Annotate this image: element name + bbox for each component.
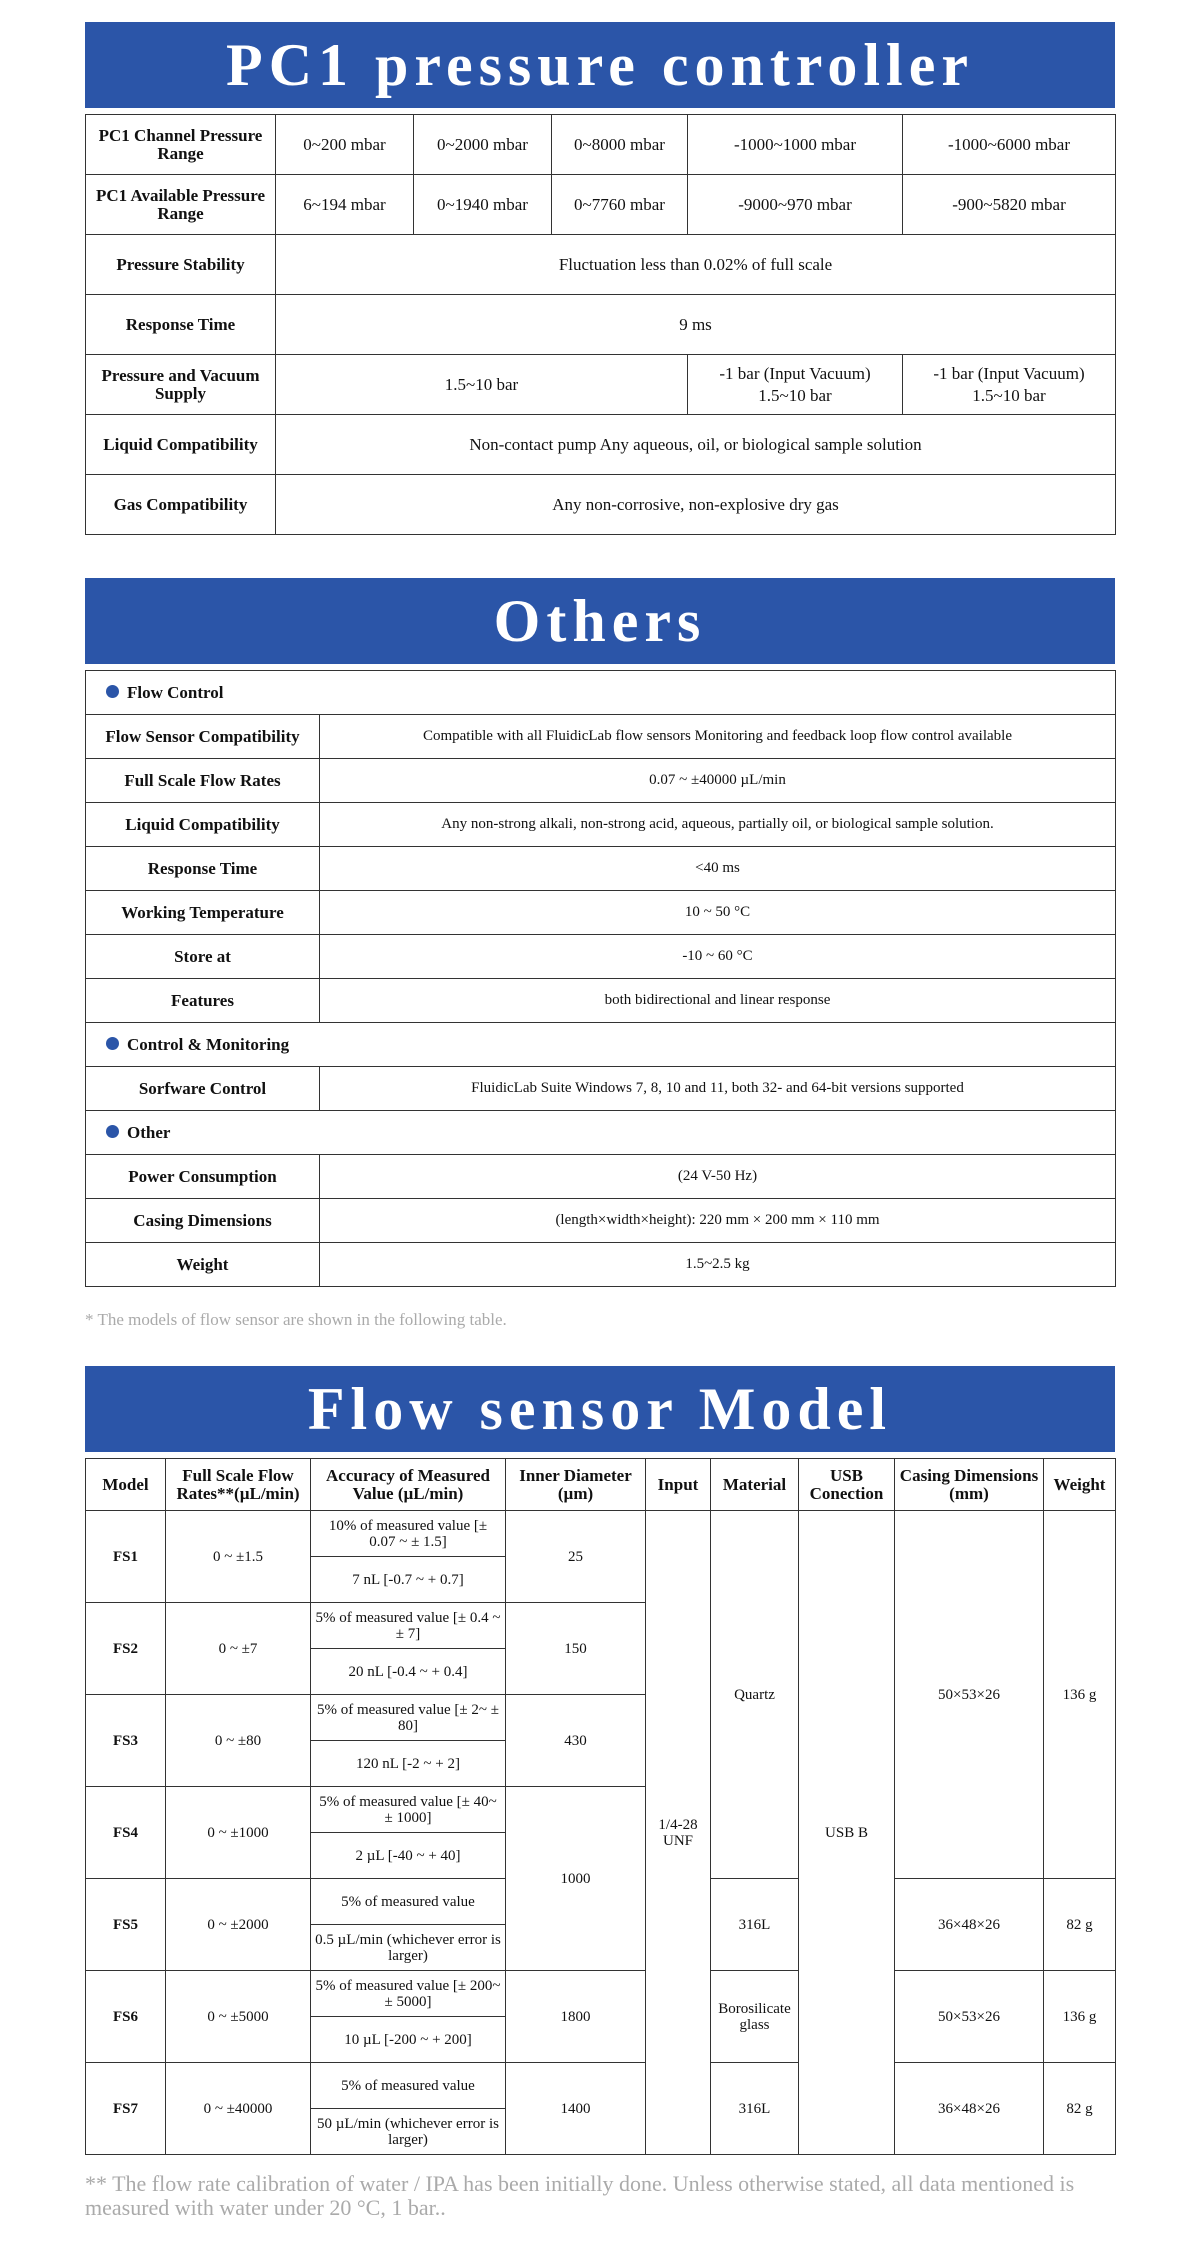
table-cell: Any non-strong alkali, non-strong acid, aqueous, partially oil, or biological sample solution. <box>320 803 1116 847</box>
model-cell: FS1 <box>86 1511 166 1603</box>
footnote: ** The flow rate calibration of water / IPA has been initially done. Unless otherwise stated, all data mentioned is measured with water under 20 °C, 1 bar.. <box>85 2171 1075 2220</box>
section-title: Flow sensor Model <box>307 1376 893 1442</box>
accuracy-cell: 120 nL [-2 ~ + 2] <box>311 1741 506 1787</box>
table-cell: 6~194 mbar <box>276 175 414 235</box>
range-cell: 0 ~ ±40000 <box>166 2063 311 2155</box>
table-row <box>86 1971 1116 2017</box>
row-label: Flow Sensor Compatibility <box>86 715 320 759</box>
row-label: PC1 Available Pressure Range <box>86 175 276 235</box>
table-cell: 0~200 mbar <box>276 115 414 175</box>
accuracy-cell: 5% of measured value <box>311 2063 506 2109</box>
table-cell: -10 ~ 60 °C <box>320 935 1116 979</box>
table-row <box>86 935 1116 979</box>
weight-cell: 136 g <box>1044 1511 1116 1879</box>
column-header: Casing Dimensions (mm) <box>895 1459 1044 1511</box>
row-label: Gas Compatibility <box>86 475 276 535</box>
cell-line: 1.5~10 bar <box>972 385 1046 405</box>
row-label: Casing Dimensions <box>86 1199 320 1243</box>
header-row <box>86 1459 1116 1511</box>
table-cell: 0~8000 mbar <box>552 115 688 175</box>
table-row <box>86 759 1116 803</box>
model-cell: FS3 <box>86 1695 166 1787</box>
table-row <box>86 355 1116 415</box>
column-header: Full Scale Flow Rates**(µL/min) <box>166 1459 311 1511</box>
row-label: Pressure Stability <box>86 235 276 295</box>
row-label: Sorfware Control <box>86 1067 320 1111</box>
flow-sensor-table <box>85 1458 1115 2155</box>
table-row <box>86 1511 1116 1557</box>
column-header: Weight <box>1044 1459 1116 1511</box>
range-cell: 0 ~ ±5000 <box>166 1971 311 2063</box>
column-header: Model <box>86 1459 166 1511</box>
table-row <box>86 847 1116 891</box>
section-banner-others <box>85 578 1115 664</box>
table-cell: 1.5~2.5 kg <box>320 1243 1116 1287</box>
accuracy-cell: 10 µL [-200 ~ + 200] <box>311 2017 506 2063</box>
table-cell: 0~7760 mbar <box>552 175 688 235</box>
group-row <box>86 1023 1116 1067</box>
accuracy-cell: 10% of measured value [± 0.07 ~ ± 1.5] <box>311 1511 506 1557</box>
accuracy-cell: 5% of measured value [± 200~ ± 5000] <box>311 1971 506 2017</box>
table-cell: -1000~1000 mbar <box>688 115 903 175</box>
table-row <box>86 295 1116 355</box>
group-row <box>86 1111 1116 1155</box>
row-label: PC1 Channel Pressure Range <box>86 115 276 175</box>
diameter-cell: 1000 <box>506 1787 646 1971</box>
casing-cell: 50×53×26 <box>895 1511 1044 1879</box>
row-label: Features <box>86 979 320 1023</box>
model-cell: FS5 <box>86 1879 166 1971</box>
material-cell: 316L <box>711 2063 799 2155</box>
table-cell: FluidicLab Suite Windows 7, 8, 10 and 11, both 32- and 64-bit versions supported <box>320 1067 1116 1111</box>
bullet-dot-icon <box>106 1037 119 1050</box>
accuracy-cell: 7 nL [-0.7 ~ + 0.7] <box>311 1557 506 1603</box>
table-cell: both bidirectional and linear response <box>320 979 1116 1023</box>
row-label: Weight <box>86 1243 320 1287</box>
range-cell: 0 ~ ±1000 <box>166 1787 311 1879</box>
row-label: Power Consumption <box>86 1155 320 1199</box>
group-heading <box>86 1023 1116 1067</box>
table-cell: Non-contact pump Any aqueous, oil, or biological sample solution <box>276 415 1116 475</box>
table-cell <box>903 355 1116 415</box>
input-cell: 1/4-28 UNF <box>646 1511 711 2155</box>
weight-cell: 82 g <box>1044 2063 1116 2155</box>
table-cell: (24 V-50 Hz) <box>320 1155 1116 1199</box>
accuracy-cell: 5% of measured value [± 0.4 ~ ± 7] <box>311 1603 506 1649</box>
range-cell: 0 ~ ±2000 <box>166 1879 311 1971</box>
accuracy-cell: 0.5 µL/min (whichever error is larger) <box>311 1925 506 1971</box>
accuracy-cell: 5% of measured value [± 2~ ± 80] <box>311 1695 506 1741</box>
column-header: USB Conection <box>799 1459 895 1511</box>
table-cell: 10 ~ 50 °C <box>320 891 1116 935</box>
cell-line: -1 bar (Input Vacuum) <box>933 363 1085 383</box>
table-cell: 0~2000 mbar <box>414 115 552 175</box>
row-label: Store at <box>86 935 320 979</box>
table-row <box>86 2063 1116 2109</box>
table-row <box>86 1199 1116 1243</box>
table-cell: 0~1940 mbar <box>414 175 552 235</box>
table-row <box>86 891 1116 935</box>
row-label: Liquid Compatibility <box>86 415 276 475</box>
table-cell: Any non-corrosive, non-explosive dry gas <box>276 475 1116 535</box>
range-cell: 0 ~ ±80 <box>166 1695 311 1787</box>
model-cell: FS4 <box>86 1787 166 1879</box>
group-heading <box>86 671 1116 715</box>
accuracy-cell: 50 µL/min (whichever error is larger) <box>311 2109 506 2155</box>
group-row <box>86 671 1116 715</box>
column-header: Inner Diameter (µm) <box>506 1459 646 1511</box>
table-row <box>86 1243 1116 1287</box>
table-cell: 1.5~10 bar <box>276 355 688 415</box>
diameter-cell: 1400 <box>506 2063 646 2155</box>
accuracy-cell: 20 nL [-0.4 ~ + 0.4] <box>311 1649 506 1695</box>
pc1-spec-table <box>85 114 1115 535</box>
group-label: Other <box>127 1122 171 1142</box>
row-label: Working Temperature <box>86 891 320 935</box>
usb-cell: USB B <box>799 1511 895 2155</box>
table-row <box>86 175 1116 235</box>
row-label: Liquid Compatibility <box>86 803 320 847</box>
table-row <box>86 415 1116 475</box>
row-label: Response Time <box>86 847 320 891</box>
table-row <box>86 803 1116 847</box>
diameter-cell: 25 <box>506 1511 646 1603</box>
group-label: Control & Monitoring <box>127 1034 290 1054</box>
others-spec-table <box>85 670 1115 1287</box>
table-cell: Fluctuation less than 0.02% of full scale <box>276 235 1116 295</box>
range-cell: 0 ~ ±7 <box>166 1603 311 1695</box>
table-row <box>86 715 1116 759</box>
table-cell: 0.07 ~ ±40000 µL/min <box>320 759 1116 803</box>
table-cell: Compatible with all FluidicLab flow sensors Monitoring and feedback loop flow control available <box>320 715 1116 759</box>
cell-line: -1 bar (Input Vacuum) <box>719 363 871 383</box>
accuracy-cell: 5% of measured value <box>311 1879 506 1925</box>
accuracy-cell: 2 µL [-40 ~ + 40] <box>311 1833 506 1879</box>
group-label: Flow Control <box>127 682 224 702</box>
range-cell: 0 ~ ±1.5 <box>166 1511 311 1603</box>
table-cell: (length×width×height): 220 mm × 200 mm × 110 mm <box>320 1199 1116 1243</box>
casing-cell: 36×48×26 <box>895 1879 1044 1971</box>
diameter-cell: 430 <box>506 1695 646 1787</box>
casing-cell: 50×53×26 <box>895 1971 1044 2063</box>
diameter-cell: 150 <box>506 1603 646 1695</box>
table-row <box>86 1155 1116 1199</box>
group-heading <box>86 1111 1116 1155</box>
section-title: Others <box>493 588 707 654</box>
table-cell: <40 ms <box>320 847 1116 891</box>
table-row <box>86 1067 1116 1111</box>
column-header: Material <box>711 1459 799 1511</box>
column-header: Accuracy of Measured Value (µL/min) <box>311 1459 506 1511</box>
accuracy-cell: 5% of measured value [± 40~ ± 1000] <box>311 1787 506 1833</box>
section-title: PC1 pressure controller <box>226 32 974 98</box>
section-banner-pc1 <box>85 22 1115 108</box>
model-cell: FS6 <box>86 1971 166 2063</box>
weight-cell: 136 g <box>1044 1971 1116 2063</box>
bullet-dot-icon <box>106 1125 119 1138</box>
table-cell: -9000~970 mbar <box>688 175 903 235</box>
weight-cell: 82 g <box>1044 1879 1116 1971</box>
table-cell: -900~5820 mbar <box>903 175 1116 235</box>
diameter-cell: 1800 <box>506 1971 646 2063</box>
table-row <box>86 115 1116 175</box>
row-label: Full Scale Flow Rates <box>86 759 320 803</box>
column-header: Input <box>646 1459 711 1511</box>
row-label: Response Time <box>86 295 276 355</box>
material-cell: 316L <box>711 1879 799 1971</box>
footnote: * The models of flow sensor are shown in the following table. <box>85 1310 507 1329</box>
table-cell: -1000~6000 mbar <box>903 115 1116 175</box>
table-row <box>86 475 1116 535</box>
cell-line: 1.5~10 bar <box>758 385 832 405</box>
table-cell: 9 ms <box>276 295 1116 355</box>
bullet-dot-icon <box>106 685 119 698</box>
section-banner-flow-sensor <box>85 1366 1115 1452</box>
material-cell: Borosilicate glass <box>711 1971 799 2063</box>
casing-cell: 36×48×26 <box>895 2063 1044 2155</box>
table-row <box>86 235 1116 295</box>
table-row <box>86 979 1116 1023</box>
model-cell: FS7 <box>86 2063 166 2155</box>
model-cell: FS2 <box>86 1603 166 1695</box>
row-label: Pressure and Vacuum Supply <box>86 355 276 415</box>
material-cell: Quartz <box>711 1511 799 1879</box>
table-cell <box>688 355 903 415</box>
